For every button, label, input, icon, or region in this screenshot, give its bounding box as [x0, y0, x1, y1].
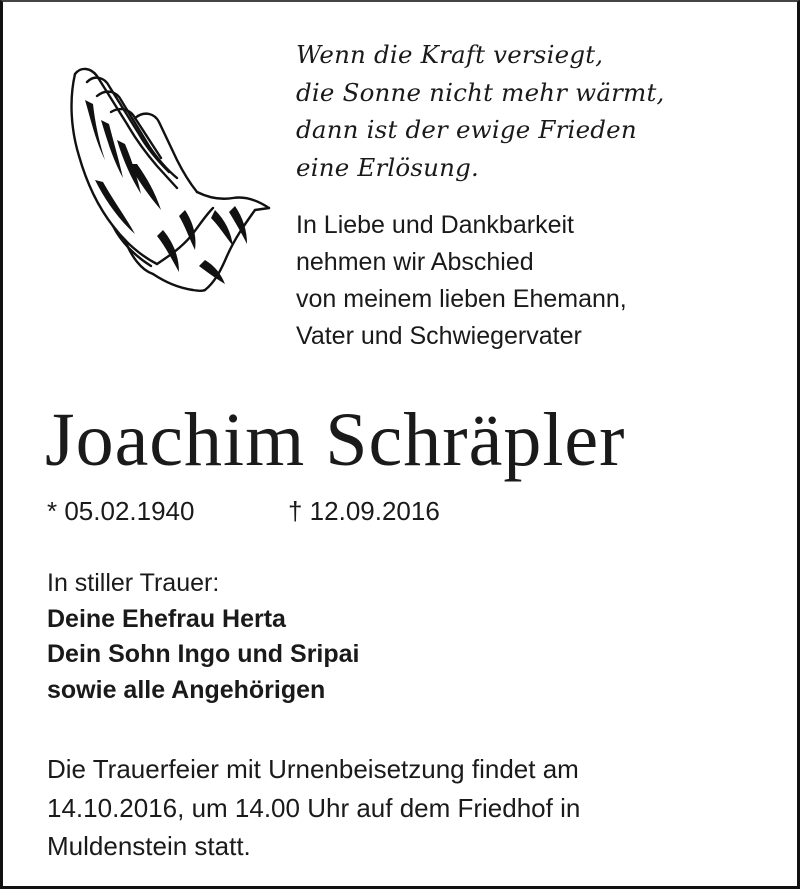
mourners-heading: In stiller Trauer: [47, 569, 220, 597]
mourner-line: Deine Ehefrau Herta [47, 604, 286, 633]
poem-line: Wenn die Kraft versiegt, [296, 40, 604, 69]
poem-line: eine Erlösung. [296, 152, 479, 182]
birth-date: * 05.02.1940 [47, 496, 195, 526]
poem-line: dann ist der ewige Frieden [296, 115, 637, 144]
deceased-name: Joachim Schräpler [45, 398, 626, 482]
poem-line: die Sonne nicht mehr wärmt, [296, 77, 665, 107]
farewell-intro [296, 207, 627, 355]
funeral-info [47, 750, 580, 866]
intro-line: Vater und Schwiegervater [296, 322, 582, 350]
mourner-line: sowie alle Angehörigen [47, 675, 326, 704]
funeral-line: Die Trauerfeier mit Urnenbeisetzung findet am [47, 754, 579, 784]
praying-hands-icon [65, 60, 277, 292]
intro-line: nehmen wir Abschied [296, 248, 534, 276]
funeral-line: Muldenstein statt. [47, 831, 251, 861]
intro-line: In Liebe und Dankbarkeit [296, 211, 574, 239]
death-date: † 12.09.2016 [288, 496, 440, 526]
funeral-line: 14.10.2016, um 14.00 Uhr auf dem Friedhof in [47, 792, 581, 823]
mourners [47, 566, 360, 708]
intro-line: von meinem lieben Ehemann, [296, 285, 627, 313]
mourner-line: Dein Sohn Ingo und Sripai [47, 640, 360, 668]
poem [296, 36, 665, 186]
